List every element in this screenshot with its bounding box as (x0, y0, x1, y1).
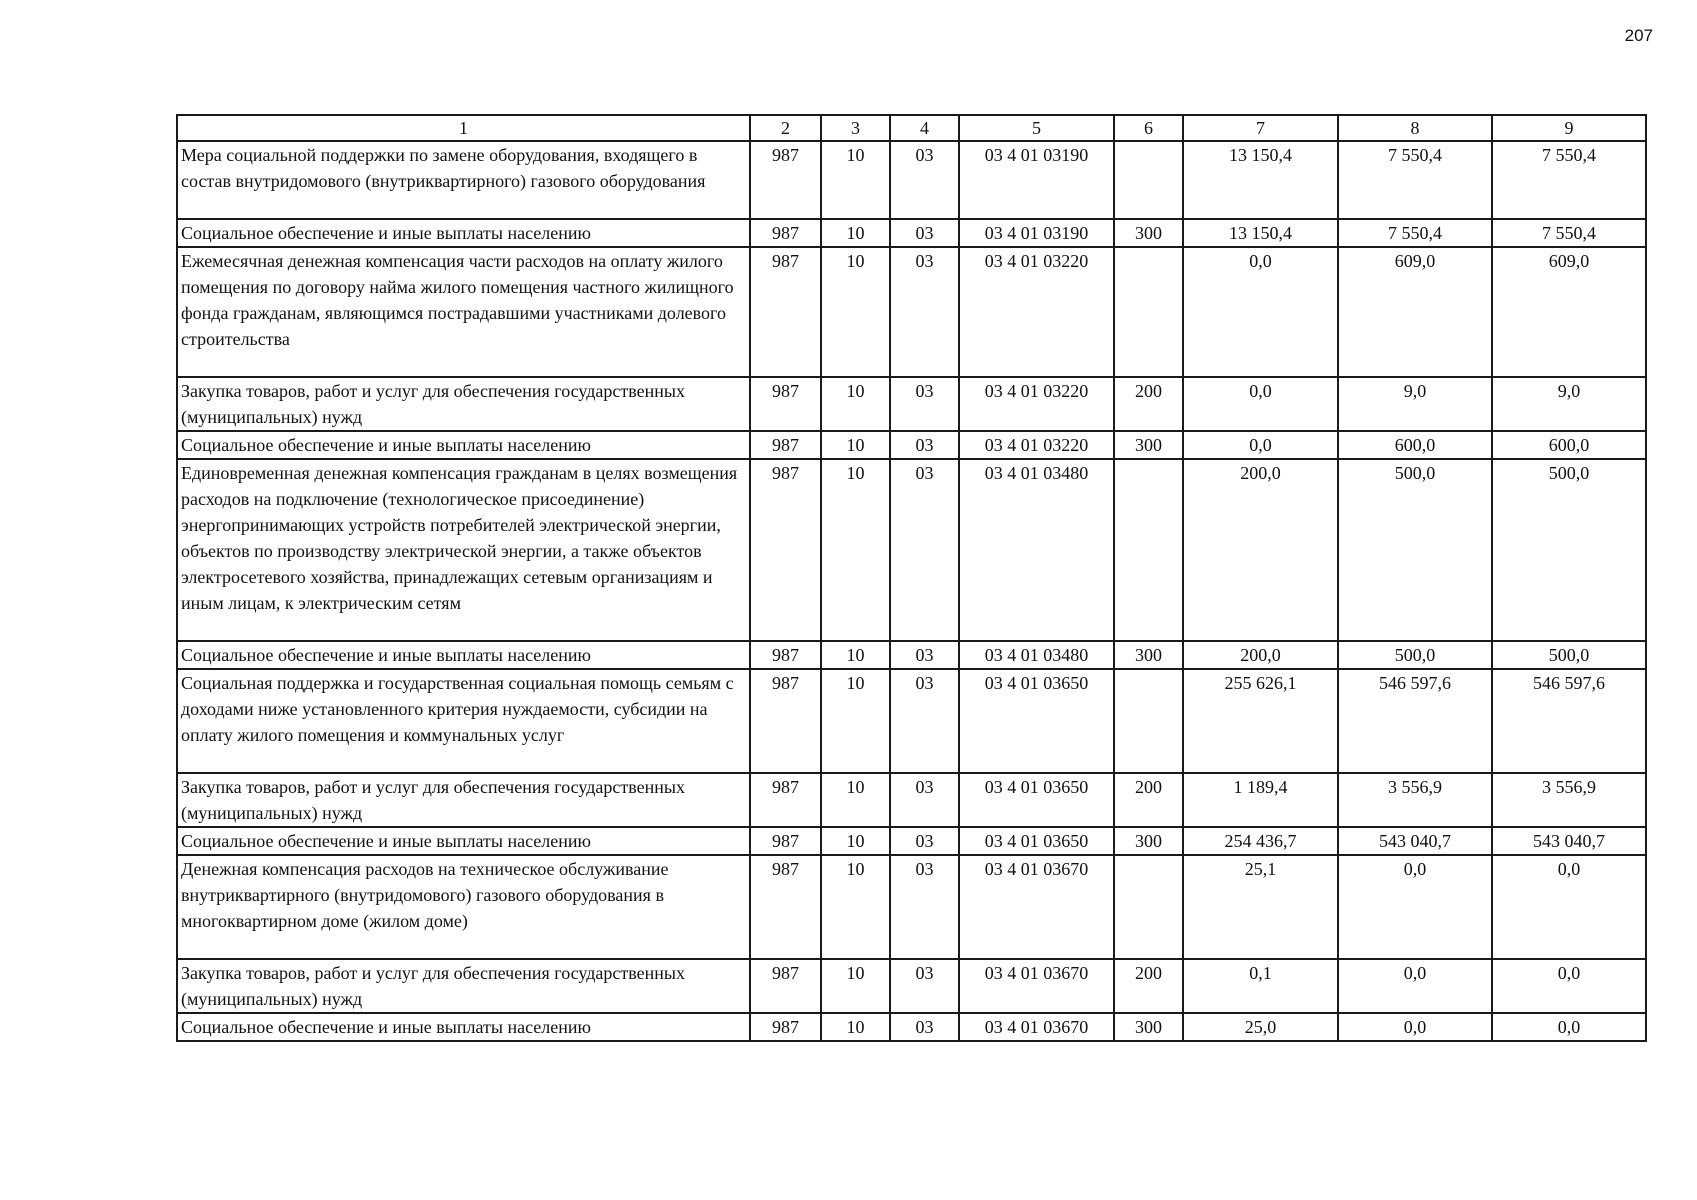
amount-cell-col9: 609,0 (1492, 247, 1646, 377)
expense-name-cell: Закупка товаров, работ и услуг для обеспечения государственных (муниципальных) нужд (177, 377, 750, 431)
ministry-code-cell: 987 (750, 247, 821, 377)
expense-type-cell: 200 (1114, 377, 1183, 431)
section-code-cell: 10 (821, 219, 890, 247)
expense-type-cell (1114, 141, 1183, 219)
expense-type-cell: 200 (1114, 773, 1183, 827)
expense-type-cell: 300 (1114, 641, 1183, 669)
column-header: 1 (177, 115, 750, 141)
amount-cell-col8: 500,0 (1338, 641, 1492, 669)
amount-cell-col7: 254 436,7 (1183, 827, 1338, 855)
amount-cell-col8: 609,0 (1338, 247, 1492, 377)
target-article-cell: 03 4 01 03650 (959, 827, 1114, 855)
amount-cell-col8: 600,0 (1338, 431, 1492, 459)
amount-cell-col8: 0,0 (1338, 959, 1492, 1013)
subsection-code-cell: 03 (890, 855, 959, 959)
column-header: 2 (750, 115, 821, 141)
expense-type-cell: 300 (1114, 219, 1183, 247)
amount-cell-col7: 0,0 (1183, 431, 1338, 459)
subsection-code-cell: 03 (890, 669, 959, 773)
amount-cell-col7: 0,1 (1183, 959, 1338, 1013)
table-row (177, 377, 1646, 431)
ministry-code-cell: 987 (750, 377, 821, 431)
target-article-cell: 03 4 01 03480 (959, 459, 1114, 641)
subsection-code-cell: 03 (890, 247, 959, 377)
table-row (177, 773, 1646, 827)
table-row (177, 1013, 1646, 1041)
amount-cell-col9: 7 550,4 (1492, 141, 1646, 219)
table-row (177, 247, 1646, 377)
section-code-cell: 10 (821, 141, 890, 219)
expense-type-cell: 300 (1114, 1013, 1183, 1041)
ministry-code-cell: 987 (750, 959, 821, 1013)
target-article-cell: 03 4 01 03220 (959, 377, 1114, 431)
subsection-code-cell: 03 (890, 459, 959, 641)
expense-type-cell (1114, 459, 1183, 641)
target-article-cell: 03 4 01 03220 (959, 247, 1114, 377)
amount-cell-col7: 1 189,4 (1183, 773, 1338, 827)
subsection-code-cell: 03 (890, 827, 959, 855)
amount-cell-col8: 500,0 (1338, 459, 1492, 641)
column-header: 6 (1114, 115, 1183, 141)
ministry-code-cell: 987 (750, 827, 821, 855)
amount-cell-col8: 543 040,7 (1338, 827, 1492, 855)
expense-type-cell: 300 (1114, 827, 1183, 855)
expense-name-cell: Закупка товаров, работ и услуг для обеспечения государственных (муниципальных) нужд (177, 959, 750, 1013)
amount-cell-col9: 500,0 (1492, 641, 1646, 669)
expense-name-cell: Социальное обеспечение и иные выплаты населению (177, 641, 750, 669)
table-row (177, 959, 1646, 1013)
table-row (177, 141, 1646, 219)
amount-cell-col7: 0,0 (1183, 377, 1338, 431)
ministry-code-cell: 987 (750, 641, 821, 669)
amount-cell-col7: 0,0 (1183, 247, 1338, 377)
subsection-code-cell: 03 (890, 219, 959, 247)
page-number: 207 (1624, 26, 1653, 45)
ministry-code-cell: 987 (750, 431, 821, 459)
subsection-code-cell: 03 (890, 1013, 959, 1041)
ministry-code-cell: 987 (750, 219, 821, 247)
amount-cell-col7: 200,0 (1183, 641, 1338, 669)
target-article-cell: 03 4 01 03480 (959, 641, 1114, 669)
section-code-cell: 10 (821, 641, 890, 669)
ministry-code-cell: 987 (750, 855, 821, 959)
section-code-cell: 10 (821, 459, 890, 641)
subsection-code-cell: 03 (890, 141, 959, 219)
ministry-code-cell: 987 (750, 1013, 821, 1041)
section-code-cell: 10 (821, 431, 890, 459)
table-row (177, 855, 1646, 959)
amount-cell-col8: 0,0 (1338, 855, 1492, 959)
expense-name-cell: Социальная поддержка и государственная социальная помощь семьям с доходами ниже установленного критерия нуждаемости, субсидии на оплату жилого помещения и коммунальных услуг (177, 669, 750, 773)
target-article-cell: 03 4 01 03670 (959, 1013, 1114, 1041)
table-row (177, 669, 1646, 773)
expense-type-cell (1114, 247, 1183, 377)
expense-name-cell: Социальное обеспечение и иные выплаты населению (177, 827, 750, 855)
amount-cell-col9: 0,0 (1492, 959, 1646, 1013)
section-code-cell: 10 (821, 377, 890, 431)
amount-cell-col9: 0,0 (1492, 855, 1646, 959)
amount-cell-col7: 13 150,4 (1183, 141, 1338, 219)
amount-cell-col9: 3 556,9 (1492, 773, 1646, 827)
target-article-cell: 03 4 01 03650 (959, 773, 1114, 827)
subsection-code-cell: 03 (890, 959, 959, 1013)
ministry-code-cell: 987 (750, 773, 821, 827)
amount-cell-col9: 9,0 (1492, 377, 1646, 431)
table-row (177, 431, 1646, 459)
table-row (177, 459, 1646, 641)
amount-cell-col9: 546 597,6 (1492, 669, 1646, 773)
amount-cell-col8: 9,0 (1338, 377, 1492, 431)
expense-type-cell (1114, 669, 1183, 773)
section-code-cell: 10 (821, 669, 890, 773)
amount-cell-col8: 546 597,6 (1338, 669, 1492, 773)
amount-cell-col7: 25,0 (1183, 1013, 1338, 1041)
section-code-cell: 10 (821, 855, 890, 959)
amount-cell-col8: 7 550,4 (1338, 219, 1492, 247)
amount-cell-col9: 0,0 (1492, 1013, 1646, 1041)
target-article-cell: 03 4 01 03190 (959, 219, 1114, 247)
section-code-cell: 10 (821, 247, 890, 377)
amount-cell-col7: 25,1 (1183, 855, 1338, 959)
target-article-cell: 03 4 01 03650 (959, 669, 1114, 773)
expense-name-cell: Мера социальной поддержки по замене оборудования, входящего в состав внутридомового (внутриквартирного) газового оборудования (177, 141, 750, 219)
amount-cell-col7: 255 626,1 (1183, 669, 1338, 773)
amount-cell-col8: 7 550,4 (1338, 141, 1492, 219)
amount-cell-col9: 7 550,4 (1492, 219, 1646, 247)
amount-cell-col9: 543 040,7 (1492, 827, 1646, 855)
expense-name-cell: Закупка товаров, работ и услуг для обеспечения государственных (муниципальных) нужд (177, 773, 750, 827)
expense-name-cell: Ежемесячная денежная компенсация части расходов на оплату жилого помещения по договору найма жилого помещения частного жилищного фонда гражданам, являющимся пострадавшими участниками долевого строительства (177, 247, 750, 377)
expense-name-cell: Денежная компенсация расходов на техническое обслуживание внутриквартирного (внутридомового) газового оборудования в многоквартирном доме (жилом доме) (177, 855, 750, 959)
expense-type-cell: 300 (1114, 431, 1183, 459)
amount-cell-col9: 600,0 (1492, 431, 1646, 459)
table-row (177, 827, 1646, 855)
column-header: 5 (959, 115, 1114, 141)
expense-name-cell: Социальное обеспечение и иные выплаты населению (177, 431, 750, 459)
expense-type-cell (1114, 855, 1183, 959)
amount-cell-col8: 0,0 (1338, 1013, 1492, 1041)
subsection-code-cell: 03 (890, 773, 959, 827)
subsection-code-cell: 03 (890, 641, 959, 669)
column-number-row (177, 115, 1646, 141)
column-header: 9 (1492, 115, 1646, 141)
subsection-code-cell: 03 (890, 377, 959, 431)
amount-cell-col7: 13 150,4 (1183, 219, 1338, 247)
section-code-cell: 10 (821, 773, 890, 827)
section-code-cell: 10 (821, 959, 890, 1013)
section-code-cell: 10 (821, 1013, 890, 1041)
column-header: 7 (1183, 115, 1338, 141)
ministry-code-cell: 987 (750, 669, 821, 773)
expense-name-cell: Единовременная денежная компенсация гражданам в целях возмещения расходов на подключение (технологическое присоединение) энергопринимающих устройств потребителей электрической энергии, объектов по производству электрической энергии, а также объектов электросетевого хозяйства, принадлежащих сетевым организациям и иным лицам, к электрическим сетям (177, 459, 750, 641)
column-header: 4 (890, 115, 959, 141)
amount-cell-col9: 500,0 (1492, 459, 1646, 641)
ministry-code-cell: 987 (750, 459, 821, 641)
subsection-code-cell: 03 (890, 431, 959, 459)
target-article-cell: 03 4 01 03670 (959, 855, 1114, 959)
budget-table (176, 114, 1647, 1042)
expense-name-cell: Социальное обеспечение и иные выплаты населению (177, 219, 750, 247)
ministry-code-cell: 987 (750, 141, 821, 219)
table-row (177, 219, 1646, 247)
column-header: 8 (1338, 115, 1492, 141)
amount-cell-col7: 200,0 (1183, 459, 1338, 641)
table-row (177, 641, 1646, 669)
expense-type-cell: 200 (1114, 959, 1183, 1013)
amount-cell-col8: 3 556,9 (1338, 773, 1492, 827)
target-article-cell: 03 4 01 03190 (959, 141, 1114, 219)
expense-name-cell: Социальное обеспечение и иные выплаты населению (177, 1013, 750, 1041)
column-header: 3 (821, 115, 890, 141)
target-article-cell: 03 4 01 03220 (959, 431, 1114, 459)
section-code-cell: 10 (821, 827, 890, 855)
target-article-cell: 03 4 01 03670 (959, 959, 1114, 1013)
